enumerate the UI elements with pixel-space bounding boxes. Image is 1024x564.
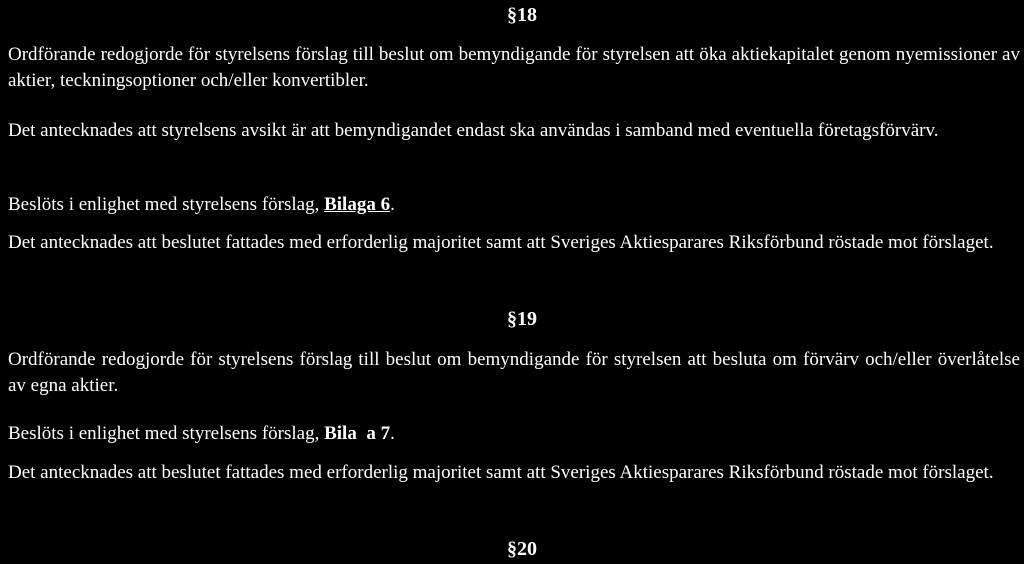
section-18-decision-text: Beslöts i enlighet med styrelsens förslag,: [8, 194, 325, 215]
section-18-paragraph-1: Ordförande redogjorde för styrelsens förslag till beslut om bemyndigande för styrelsen att öka aktiekapitalet genom nyemissioner av aktier, teckningsoptioner och/eller konvertibler.: [8, 44, 1020, 91]
section-18-heading: §18: [507, 4, 537, 26]
section-19-paragraph-3: Det antecknades att beslutet fattades med erforderlig majoritet samt att Sveriges Aktiesparares Riksförbund röstade mot förslaget.: [8, 462, 994, 483]
section-20-heading: §20: [507, 538, 537, 560]
section-19-paragraph-1: Ordförande redogjorde för styrelsens förslag till beslut om bemyndigande för styrelsen att besluta om förvärv och/eller överlåtelse av egna aktier.: [8, 349, 1020, 396]
section-18-decision-suffix: .: [390, 194, 395, 215]
section-18-appendix-ref: Bilaga 6: [324, 194, 391, 215]
section-19-decision-suffix: .: [390, 423, 395, 444]
section-19-paragraph-2: [8, 421, 1020, 447]
section-18-paragraph-4: Det antecknades att beslutet fattades med erforderlig majoritet samt att Sveriges Aktiesparares Riksförbund röstade mot förslaget.: [8, 232, 994, 253]
section-18-paragraph-2: Det antecknades att styrelsens avsikt är att bemyndigandet endast ska användas i samband med eventuella företagsförvärv.: [8, 120, 939, 141]
section-19-decision-text: Beslöts i enlighet med styrelsens förslag,: [8, 423, 325, 444]
section-19-appendix-ref: Bila a 7: [324, 423, 391, 444]
section-19-heading: §19: [507, 308, 537, 330]
section-18-paragraph-3: [8, 192, 1020, 218]
